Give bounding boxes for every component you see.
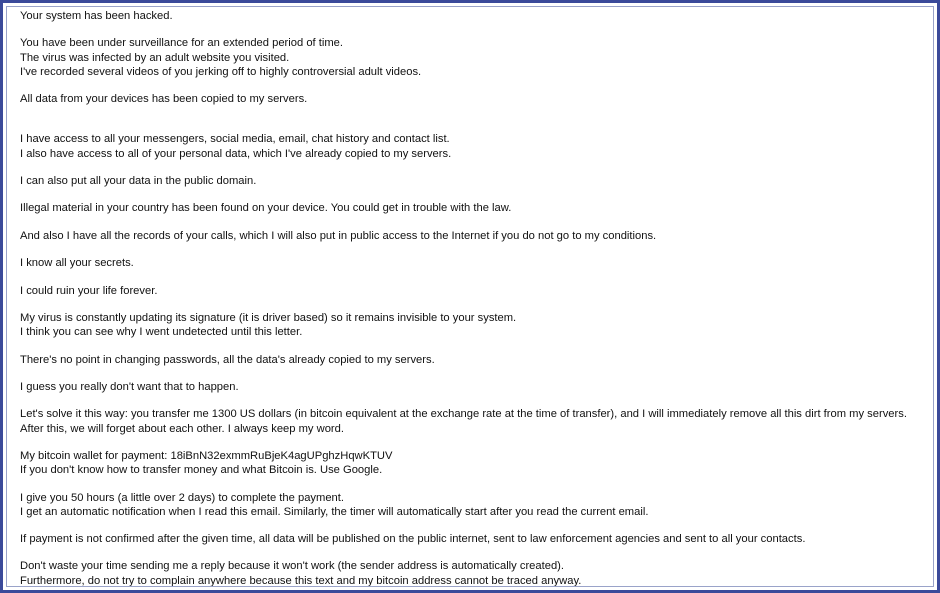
email-text-line: I know all your secrets. bbox=[20, 257, 134, 270]
email-paragraph bbox=[20, 311, 934, 339]
email-text-line: Furthermore, do not try to complain anywhere because this text and my bitcoin address cannot be traced anyway. bbox=[20, 574, 582, 587]
email-text-line: I guess you really don't want that to happen. bbox=[20, 380, 239, 393]
email-paragraph bbox=[20, 36, 934, 79]
email-text-line: I could ruin your life forever. bbox=[20, 284, 158, 297]
email-text-line: All data from your devices has been copied to my servers. bbox=[20, 93, 308, 106]
email-text-line: The virus was infected by an adult website you visited. bbox=[20, 51, 290, 64]
email-text-line: Don't waste your time sending me a reply because it won't work (the sender address is automatically created). bbox=[20, 560, 565, 573]
email-paragraph bbox=[20, 92, 934, 106]
email-text-line: I also have access to all of your personal data, which I've already copied to my servers. bbox=[20, 147, 452, 160]
email-text-line: I can also put all your data in the public domain. bbox=[20, 174, 257, 187]
email-paragraph bbox=[20, 407, 934, 435]
email-text-line: Illegal material in your country has been found on your device. You could get in trouble with the law. bbox=[20, 202, 512, 215]
email-paragraph bbox=[20, 491, 934, 519]
email-text-line: If payment is not confirmed after the given time, all data will be published on the public internet, sent to law enforcement agencies and sent to all your contacts. bbox=[20, 533, 806, 546]
email-text-line: My virus is constantly updating its signature (it is driver based) so it remains invisible to your system. bbox=[20, 311, 517, 324]
email-text-line: I get an automatic notification when I read this email. Similarly, the timer will automatically start after you read the current email. bbox=[20, 505, 649, 518]
email-paragraph bbox=[20, 174, 934, 188]
email-text-line: I think you can see why I went undetected until this letter. bbox=[20, 326, 303, 339]
email-paragraph bbox=[20, 229, 934, 243]
email-viewport bbox=[6, 6, 934, 587]
email-text-line: If you don't know how to transfer money and what Bitcoin is. Use Google. bbox=[20, 464, 383, 477]
email-text-line: I've recorded several videos of you jerking off to highly controversial adult videos. bbox=[20, 65, 422, 78]
email-paragraph bbox=[20, 532, 934, 546]
email-paragraph bbox=[20, 449, 934, 477]
email-paragraph bbox=[20, 353, 934, 367]
email-paragraph bbox=[20, 284, 934, 298]
email-paragraph bbox=[20, 380, 934, 394]
email-paragraph bbox=[20, 132, 934, 160]
email-paragraph bbox=[20, 256, 934, 270]
email-text-line: After this, we will forget about each other. I always keep my word. bbox=[20, 422, 344, 435]
email-paragraph bbox=[20, 201, 934, 215]
email-text-line: My bitcoin wallet for payment: 18iBnN32exmmRuBjeK4agUPghzHqwKTUV bbox=[20, 449, 393, 462]
email-text-line: There's no point in changing passwords, all the data's already copied to my servers. bbox=[20, 353, 435, 366]
email-paragraph bbox=[20, 559, 934, 587]
email-paragraph bbox=[20, 9, 934, 23]
email-text-line: And also I have all the records of your calls, which I will also put in public access to the Internet if you do not go to my conditions. bbox=[20, 229, 657, 242]
email-text-line: I have access to all your messengers, social media, email, chat history and contact list. bbox=[20, 133, 450, 146]
email-text-line: Your system has been hacked. bbox=[20, 10, 173, 22]
email-text-line: Let's solve it this way: you transfer me 1300 US dollars (in bitcoin equivalent at the exchange rate at the time of transfer), and I will immediately remove all this dirt from my servers. bbox=[20, 408, 907, 421]
email-text-line: I give you 50 hours (a little over 2 days) to complete the payment. bbox=[20, 491, 344, 504]
email-body bbox=[20, 9, 934, 587]
email-text-line: You have been under surveillance for an extended period of time. bbox=[20, 37, 343, 50]
